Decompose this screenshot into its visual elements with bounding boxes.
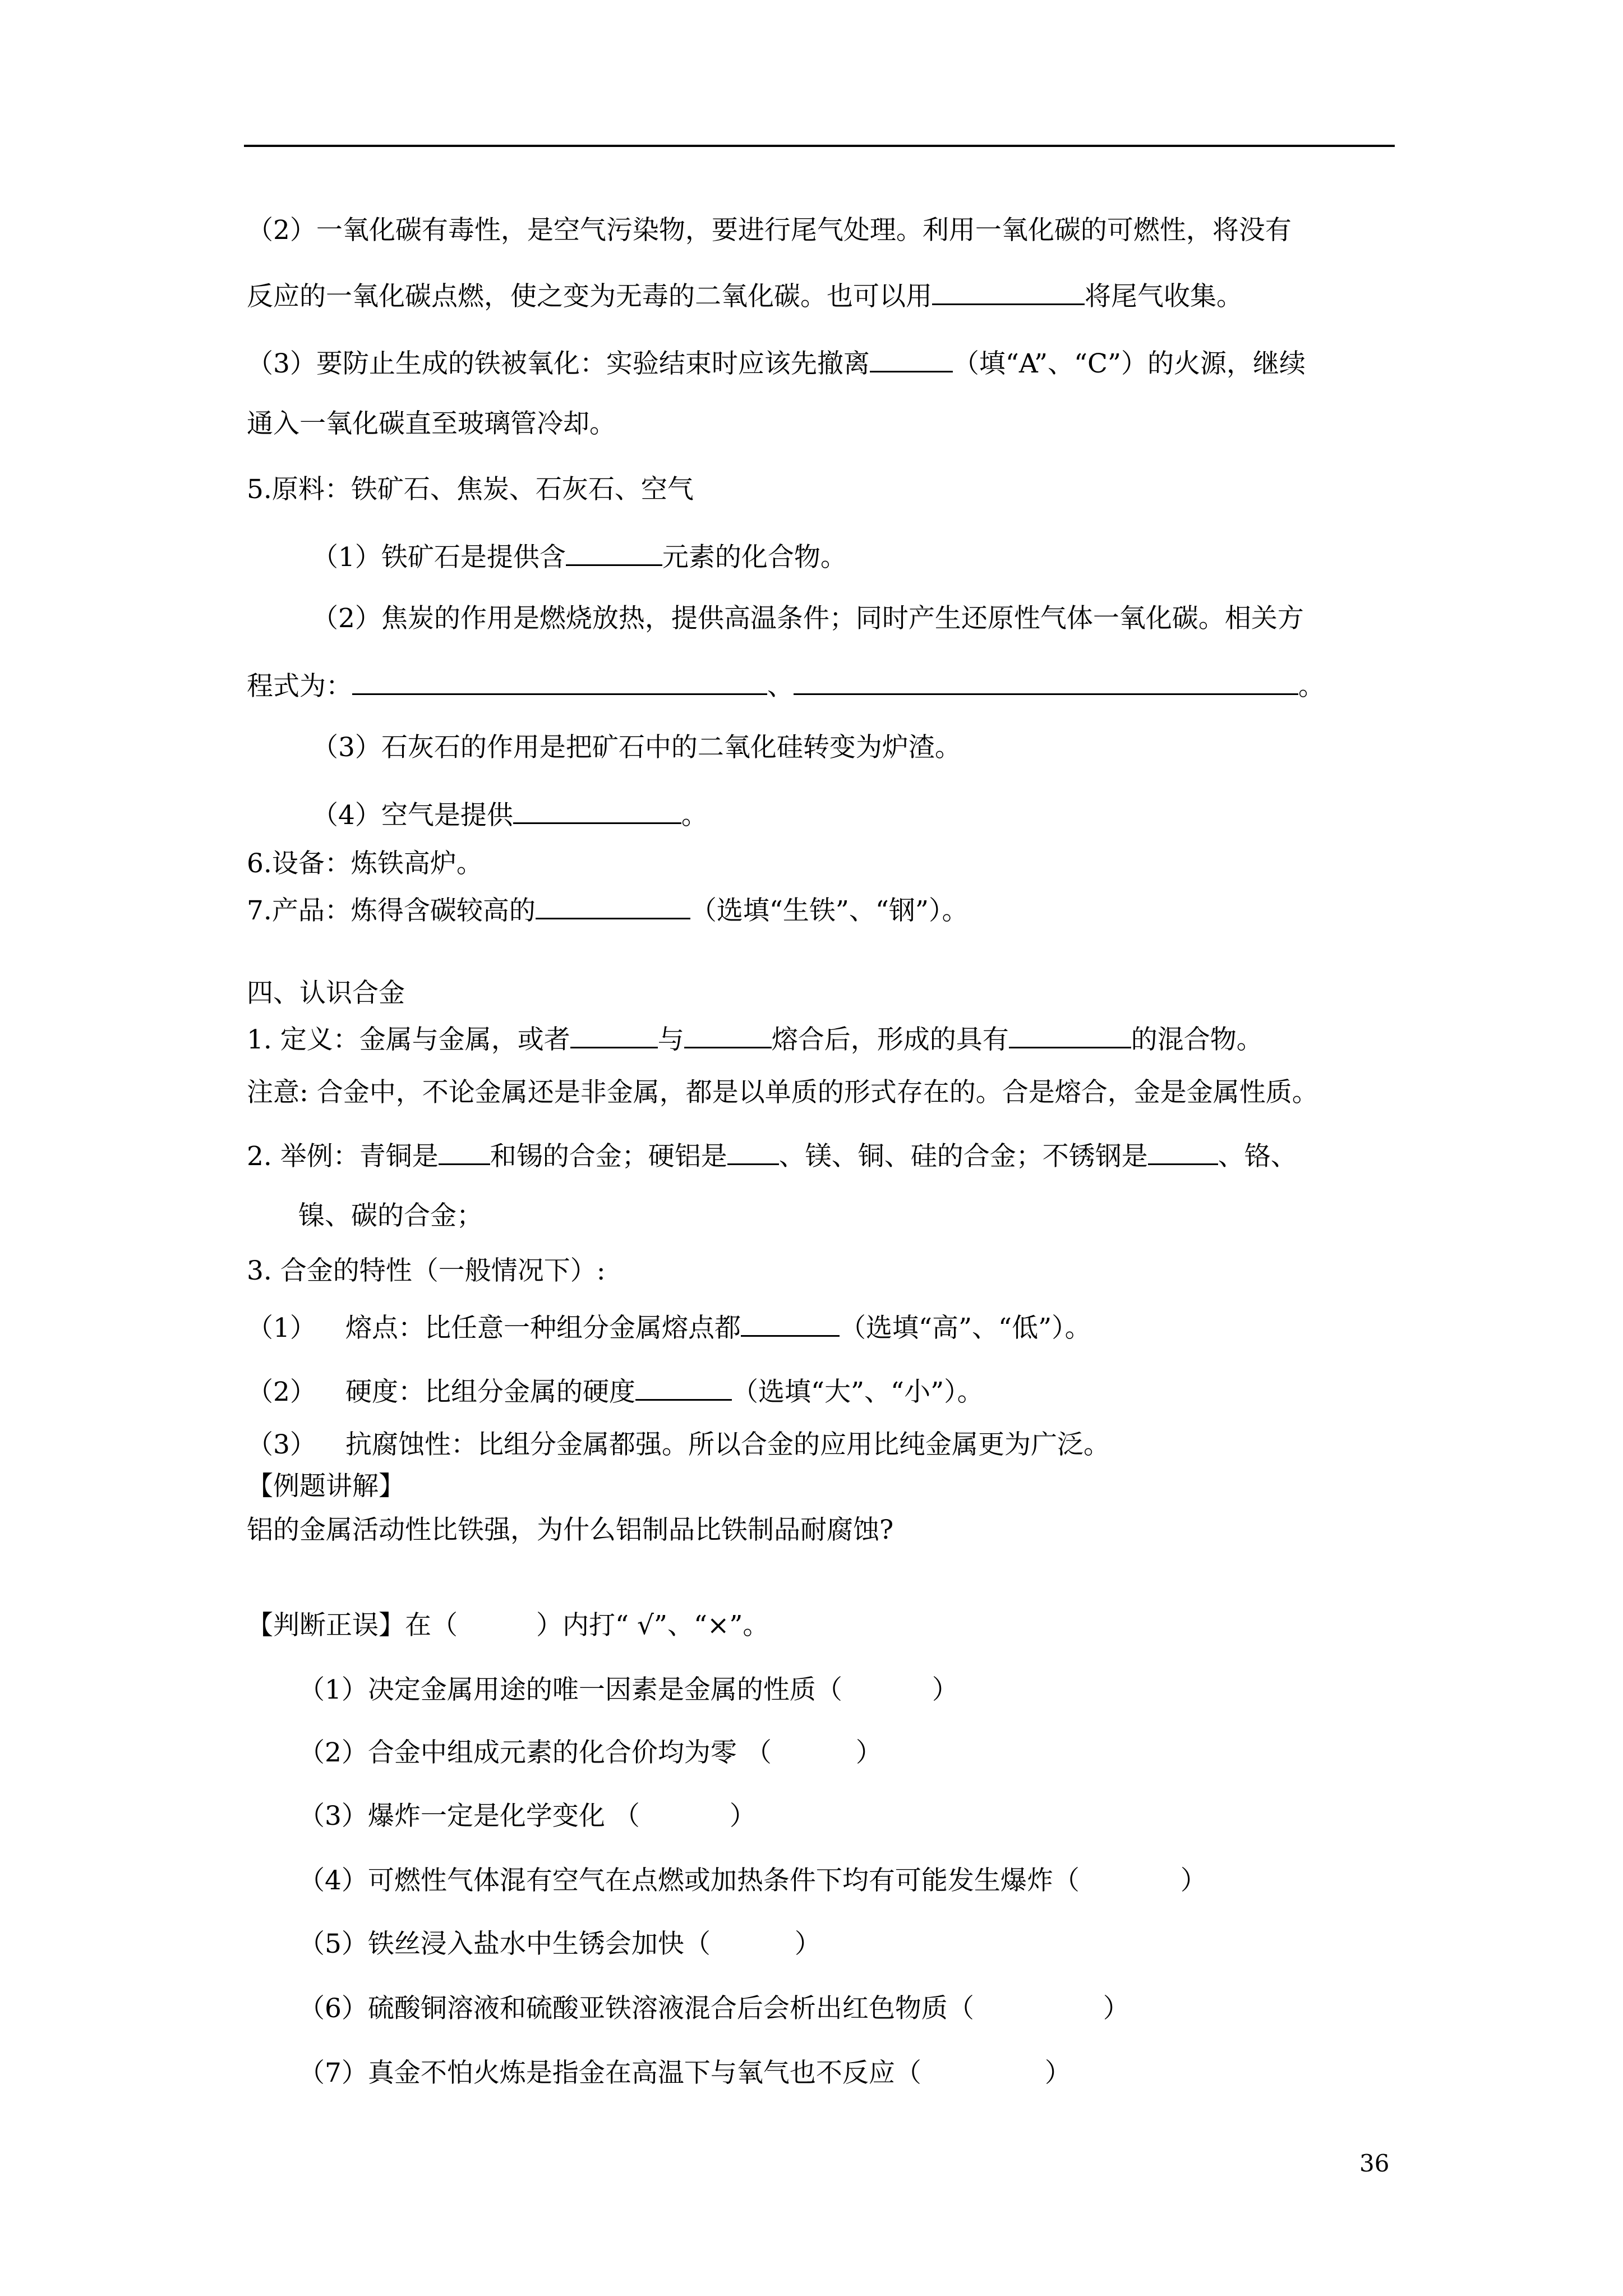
- example-question: 铝的金属活动性比铁强，为什么铝制品比铁制品耐腐蚀?: [247, 1515, 894, 1545]
- fill-blank[interactable]: [727, 1138, 779, 1165]
- equation-blank-1[interactable]: [352, 668, 767, 695]
- oxidation-line-1: （3）要防止生成的铁被氧化：实验结束时应该先撤离 （填“A”、“C”）的火源，继续: [247, 345, 1306, 380]
- air-line: （4）空气是提供 。: [312, 797, 708, 831]
- judge-heading: 【判断正误】在（ ）内打“ √”、“×”。: [247, 1610, 769, 1641]
- alloy-note-line: 注意: 合金中，不论金属还是非金属，都是以单质的形式存在的。合是熔合，金是金属性质。: [247, 1077, 1318, 1108]
- equation-line: 程式为： 、 。: [247, 668, 1325, 702]
- judge-item: （7）真金不怕火炼是指金在高温下与氧气也不反应（ ）: [298, 2058, 1071, 2088]
- fill-blank[interactable]: [439, 1138, 490, 1165]
- co-treatment-line-2: 反应的一氧化碳点燃，使之变为无毒的二氧化碳。也可以用 将尾气收集。: [247, 278, 1243, 312]
- fill-blank[interactable]: [741, 1309, 840, 1337]
- oxidation-line-2: 通入一氧化碳直至玻璃管冷却。: [247, 408, 616, 439]
- equipment-line: 6.设备：炼铁高炉。: [247, 848, 483, 879]
- melting-point-line: （1） 熔点：比任意一种组分金属熔点都 （选填“高”、“低”）。: [247, 1309, 1091, 1344]
- alloy-examples-cont: 镍、碳的合金；: [298, 1200, 483, 1231]
- example-heading: 【例题讲解】: [247, 1471, 405, 1502]
- alloys-heading: 四、认识合金: [247, 978, 405, 1009]
- co-treatment-line-1: （2）一氧化碳有毒性，是空气污染物，要进行尾气处理。利用一氧化碳的可燃性，将没有: [247, 215, 1292, 246]
- fill-blank[interactable]: [932, 278, 1085, 305]
- judge-item: （3）爆炸一定是化学变化 （ ）: [298, 1801, 756, 1832]
- alloy-definition-line: 1. 定义：金属与金属，或者 与 熔合后，形成的具有 的混合物。: [247, 1021, 1263, 1056]
- fill-blank[interactable]: [570, 1021, 658, 1048]
- alloy-examples-line: 2. 举例：青铜是 和锡的合金；硬铝是 、镁、铜、硅的合金；不锈钢是 、铬、: [247, 1138, 1297, 1172]
- page-number: 36: [1359, 2150, 1390, 2177]
- judge-item: （5）铁丝浸入盐水中生锈会加快（ ）: [298, 1929, 821, 1959]
- judge-item: （1）决定金属用途的唯一因素是金属的性质（ ）: [298, 1674, 958, 1705]
- fill-blank[interactable]: [635, 1373, 732, 1401]
- fill-blank[interactable]: [566, 539, 662, 566]
- fill-blank[interactable]: [870, 345, 953, 372]
- equation-blank-2[interactable]: [794, 668, 1298, 695]
- alloy-properties-heading: 3. 合金的特性（一般情况下）:: [247, 1255, 606, 1286]
- coke-line: （2）焦炭的作用是燃烧放热，提供高温条件；同时产生还原性气体一氧化碳。相关方: [312, 603, 1304, 634]
- hardness-line: （2） 硬度：比组分金属的硬度 （选填“大”、“小”）。: [247, 1373, 984, 1408]
- product-line: 7.产品：炼得含碳较高的 （选填“生铁”、“钢”）。: [247, 892, 968, 927]
- fill-blank[interactable]: [1009, 1021, 1131, 1048]
- header-rule: [244, 145, 1395, 147]
- fill-blank[interactable]: [684, 1021, 772, 1048]
- corrosion-line: （3） 抗腐蚀性：比组分金属都强。所以合金的应用比纯金属更为广泛。: [247, 1429, 1110, 1460]
- fill-blank[interactable]: [1148, 1138, 1218, 1165]
- iron-ore-line: （1）铁矿石是提供含 元素的化合物。: [312, 539, 847, 573]
- limestone-line: （3）石灰石的作用是把矿石中的二氧化硅转变为炉渣。: [312, 732, 961, 763]
- raw-materials-heading: 5.原料：铁矿石、焦炭、石灰石、空气: [247, 474, 694, 505]
- fill-blank[interactable]: [513, 797, 681, 824]
- judge-item: （4）可燃性气体混有空气在点燃或加热条件下均有可能发生爆炸（ ）: [298, 1865, 1207, 1896]
- fill-blank[interactable]: [536, 892, 690, 919]
- judge-item: （6）硫酸铜溶液和硫酸亚铁溶液混合后会析出红色物质（ ）: [298, 1993, 1129, 2024]
- judge-item: （2）合金中组成元素的化合价均为零 （ ）: [298, 1737, 882, 1768]
